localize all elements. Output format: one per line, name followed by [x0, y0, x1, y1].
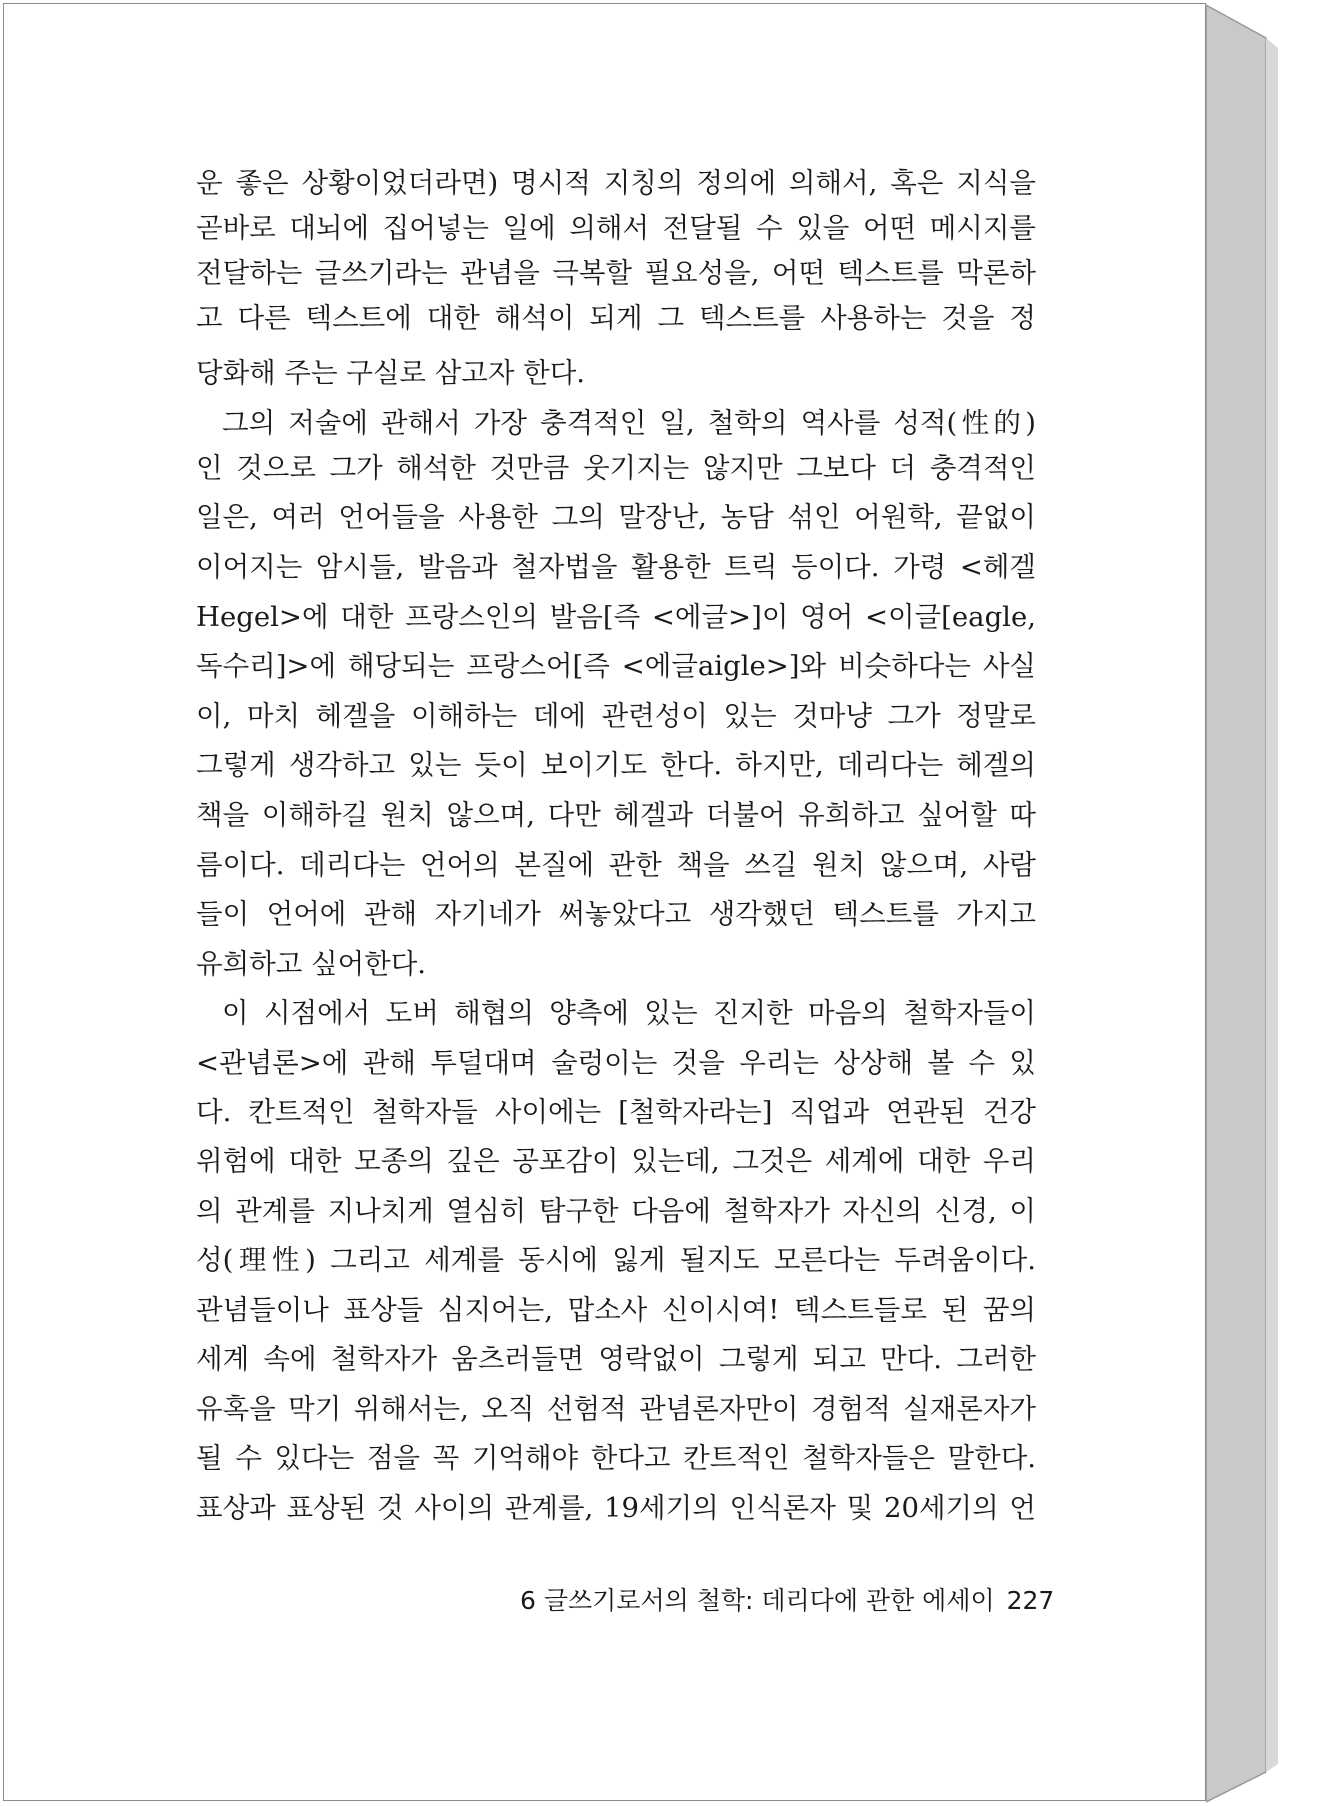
text-line: 책을 이해하길 원치 않으며, 다만 헤겔과 더불어 유희하고 싶어할 따 — [196, 799, 1036, 831]
text-line: 일은, 여러 언어들을 사용한 그의 말장난, 농담 섞인 어원학, 끝없이 — [196, 501, 1036, 533]
text-line: 운 좋은 상황이었더라면) 명시적 지칭의 정의에 의해서, 혹은 지식을 — [196, 167, 1036, 199]
text-line: 될 수 있다는 점을 꼭 기억해야 한다고 칸트적인 철학자들은 말한다. — [196, 1442, 1036, 1474]
text-line: 그렇게 생각하고 있는 듯이 보이기도 한다. 하지만, 데리다는 헤겔의 — [196, 749, 1036, 781]
text-line: 들이 언어에 관해 자기네가 써놓았다고 생각했던 텍스트를 가지고 — [196, 898, 1036, 930]
text-line: 표상과 표상된 것 사이의 관계를, 19세기의 인식론자 및 20세기의 언 — [196, 1492, 1036, 1524]
text-line: 인 것으로 그가 해석한 것만큼 웃기지는 않지만 그보다 더 충격적인 — [196, 452, 1036, 484]
text-line: Hegel>에 대한 프랑스인의 발음[즉 <에글>]이 영어 <이글[eagle, — [196, 601, 1036, 633]
text-line: 그의 저술에 관해서 가장 충격적인 일, 철학의 역사를 성적(性的) — [222, 407, 1036, 439]
text-line: 세계 속에 철학자가 움츠러들면 영락없이 그렇게 되고 만다. 그러한 — [196, 1343, 1036, 1375]
text-line: 성(理性) 그리고 세계를 동시에 잃게 될지도 모른다는 두려움이다. — [196, 1244, 1036, 1276]
page-footer — [520, 1583, 1055, 1619]
text-line: 고 다른 텍스트에 대한 해석이 되게 그 텍스트를 사용하는 것을 정 — [196, 302, 1036, 334]
text-line: <관념론>에 관해 투덜대며 술렁이는 것을 우리는 상상해 볼 수 있 — [196, 1047, 1036, 1079]
text-line: 유혹을 막기 위해서는, 오직 선험적 관념론자만이 경험적 실재론자가 — [196, 1393, 1036, 1425]
text-line: 의 관계를 지나치게 열심히 탐구한 다음에 철학자가 자신의 신경, 이 — [196, 1195, 1036, 1227]
running-title: 6 글쓰기로서의 철학: 데리다에 관한 에세이 — [520, 1586, 995, 1615]
text-line: 름이다. 데리다는 언어의 본질에 관한 책을 쓰길 원치 않으며, 사람 — [196, 849, 1036, 881]
text-line: 관념들이나 표상들 심지어는, 맙소사 신이시여! 텍스트들로 된 꿈의 — [196, 1294, 1036, 1326]
text-line: 유희하고 싶어한다. — [196, 948, 427, 980]
text-line: 곧바로 대뇌에 집어넣는 일에 의해서 전달될 수 있을 어떤 메시지를 — [196, 212, 1036, 244]
text-line: 독수리]>에 해당되는 프랑스어[즉 <에글aigle>]와 비슷하다는 사실 — [196, 650, 1036, 682]
text-line: 전달하는 글쓰기라는 관념을 극복할 필요성을, 어떤 텍스트를 막론하 — [196, 257, 1036, 289]
text-line: 위험에 대한 모종의 깊은 공포감이 있는데, 그것은 세계에 대한 우리 — [196, 1145, 1036, 1177]
text-line: 이, 마치 헤겔을 이해하는 데에 관련성이 있는 것마냥 그가 정말로 — [196, 700, 1036, 732]
text-line: 다. 칸트적인 철학자들 사이에는 [철학자라는] 직업과 연관된 건강 — [196, 1096, 1036, 1128]
book-edge — [1206, 0, 1319, 1806]
page-number: 227 — [1006, 1586, 1055, 1615]
text-line: 이 시점에서 도버 해협의 양측에 있는 진지한 마음의 철학자들이 — [222, 997, 1036, 1029]
text-line: 이어지는 암시들, 발음과 철자법을 활용한 트릭 등이다. 가령 <헤겔 — [196, 551, 1036, 583]
text-line: 당화해 주는 구실로 삼고자 한다. — [196, 357, 586, 389]
